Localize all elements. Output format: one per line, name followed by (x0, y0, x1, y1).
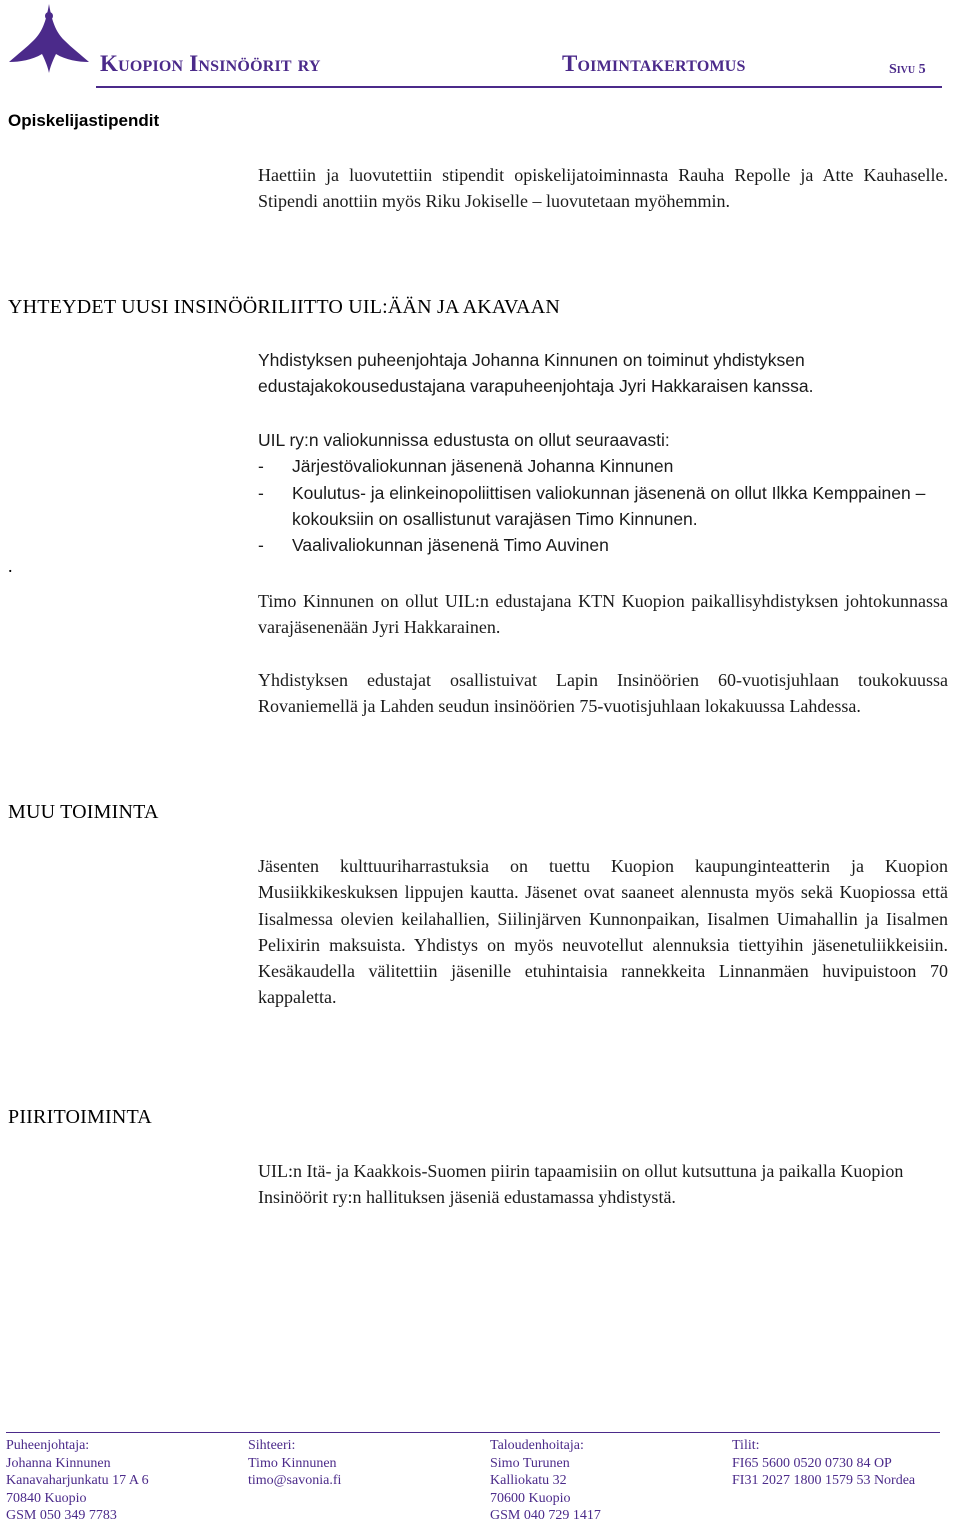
footer-accounts-label: Tilit: (732, 1438, 760, 1453)
uil-heading: YHTEYDET UUSI INSINÖÖRILIITTO UIL:ÄÄN JA AKAVAAN (8, 296, 560, 318)
footer-chair-name: Johanna Kinnunen (6, 1455, 111, 1471)
footer-account-nordea: FI31 2027 1800 1579 53 Nordea (732, 1473, 916, 1489)
footer-chair-city: 70840 Kuopio (6, 1490, 87, 1506)
logo (8, 2, 90, 74)
footer-secretary-name: Timo Kinnunen (248, 1455, 337, 1471)
list-item-text: Vaalivaliokunnan jäsenenä Timo Auvinen (292, 535, 609, 556)
footer-accounts (732, 1437, 915, 1490)
list-item (258, 532, 948, 558)
list-dash: - (258, 482, 264, 503)
district-activities-heading: PIIRITOIMINTA (8, 1106, 152, 1128)
list-item (258, 480, 948, 533)
document-title: Toimintakertomus (562, 51, 746, 76)
footer-treasurer (490, 1437, 601, 1525)
logo-star-icon (8, 2, 90, 74)
list-item-text: Järjestövaliokunnan jäsenenä Johanna Kinnunen (292, 456, 674, 477)
list-dash: - (258, 535, 264, 556)
list-dash: - (258, 456, 264, 477)
other-activities-paragraph: Jäsenten kulttuuriharrastuksia on tuettu Kuopion kaupunginteatterin ja Kuopion Musiikkikeskuksen lippujen kautta. Jäsenet ovat saaneet alennusta myös sekä Kuopiossa että Iisalmessa olevien keilahallien, Siilinjärven Kunnonpaikan, Iisalmen Uimahallin ja Iisalmen Pelixirin maksuista. Yhdistys on myös neuvotellut alennuksia tiettyihin jäsenetuliikkeisiin. Kesäkaudella välitettiin jäsenille etuhintaisia rannekkeita Linnanmäen huvipuistoon 70 kappaletta. (258, 856, 948, 1008)
other-activities-heading: MUU TOIMINTA (8, 801, 159, 823)
stipend-paragraph: Haettiin ja luovutettiin stipendit opiskelijatoiminnasta Rauha Repolle ja Atte Kauhaselle. Stipendi anottiin myös Riku Jokiselle – luovutetaan myöhemmin. (258, 165, 948, 212)
footer-secretary-email[interactable]: timo@savonia.fi (248, 1473, 342, 1489)
footer-chair-phone: GSM 050 349 7783 (6, 1508, 117, 1524)
footer-account-op: FI65 5600 0520 0730 84 OP (732, 1455, 892, 1471)
footer-treasurer-phone: GSM 040 729 1417 (490, 1508, 601, 1524)
footer-chair-address: Kanavaharjunkatu 17 A 6 (6, 1473, 149, 1489)
footer-rule (6, 1432, 940, 1433)
footer-chair (6, 1437, 149, 1525)
header-rule (96, 86, 942, 88)
footer-treasurer-address: Kalliokatu 32 (490, 1473, 567, 1489)
footer-treasurer-city: 70600 Kuopio (490, 1490, 571, 1506)
list-item-text: Koulutus- ja elinkeinopoliittisen valiokunnan jäsenenä on ollut Ilkka Kemppainen – kokouksiin on osallistunut varajäsen Timo Kinnunen. (292, 482, 926, 529)
uil-paragraph-2: Timo Kinnunen on ollut UIL:n edustajana KTN Kuopion paikallisyhdistyksen johtokunnassa varajäsenenään Jyri Hakkarainen. (258, 591, 948, 638)
committees-list (258, 453, 948, 558)
footer-secretary (248, 1437, 341, 1490)
uil-committees (258, 427, 948, 558)
list-item (258, 453, 948, 479)
footer-chair-label: Puheenjohtaja: (6, 1438, 90, 1453)
district-activities-paragraph: UIL:n Itä- ja Kaakkois-Suomen piirin tapaamisiin on ollut kutsuttuna ja paikalla Kuopion Insinöörit ry:n hallituksen jäseniä edustamassa yhdistystä. (258, 1161, 904, 1208)
uil-paragraph-3: Yhdistyksen edustajat osallistuivat Lapin Insinöörien 60-vuotisjuhlaan toukokuussa Rovaniemellä ja Lahden seudun insinöörien 75-vuotisjuhlaan lokakuussa Lahdessa. (258, 670, 948, 717)
stipend-heading: Opiskelijastipendit (8, 111, 160, 130)
page-number: Sivu 5 (889, 62, 926, 77)
uil-paragraph-1: Yhdistyksen puheenjohtaja Johanna Kinnunen on toiminut yhdistyksen edustajakokousedustajana varapuheenjohtaja Jyri Hakkaraisen kanssa. (258, 350, 814, 397)
footer-secretary-label: Sihteeri: (248, 1438, 296, 1453)
footer-treasurer-label: Taloudenhoitaja: (490, 1438, 584, 1453)
footer-treasurer-name: Simo Turunen (490, 1455, 570, 1471)
margin-dot: . (8, 556, 13, 576)
organization-name: Kuopion Insinöörit ry (100, 51, 321, 76)
committees-intro: UIL ry:n valiokunnissa edustusta on ollut seuraavasti: (258, 430, 670, 450)
